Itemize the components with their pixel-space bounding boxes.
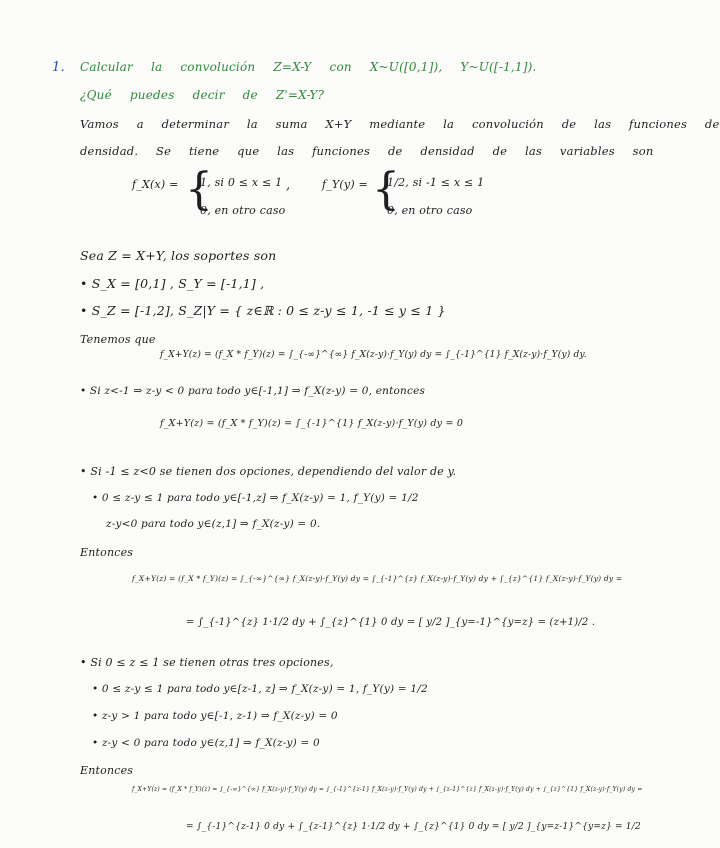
entonces-label-1: Entonces — [80, 546, 134, 559]
support-line-2: • S_Z = [-1,2], S_Z|Y = { z∈ℝ : 0 ≤ z-y ≤ 1, -1 ≤ y ≤ 1 } — [80, 303, 446, 318]
intro-line-2: densidad. Se tiene que las funciones de densidad de las variables son — [80, 144, 654, 158]
intro-line-1: Vamos a determinar la suma X+Y mediante la convolución de las funciones de — [80, 117, 720, 131]
problem-statement: Calcular la convolución Z=X-Y con X~U([0,1]), Y~U([-1,1]). — [80, 60, 537, 74]
case-3-equation-2: = ∫_{-1}^{z-1} 0 dy + ∫_{z-1}^{z} 1·1/2 dy + ∫_{z}^{1} 0 dy = [ y/2 ]_{y=z-1}^{y=z} = 1/2 — [186, 822, 641, 832]
convolution-general: f_X+Y(z) = (f_X * f_Y)(z) = ∫_{-∞}^{∞} f_X(z-y)·f_Y(y) dy = ∫_{-1}^{1} f_X(z-y)·f_Y(y) dy. — [160, 350, 587, 360]
density-comma: , — [286, 178, 291, 193]
case-1-condition: • Si z<-1 ⇒ z-y < 0 para todo y∈[-1,1] ⇒ f_X(z-y) = 0, entonces — [80, 385, 426, 397]
case-3-condition: • Si 0 ≤ z ≤ 1 se tienen otras tres opciones, — [80, 656, 334, 669]
fx-case-2: 0, en otro caso — [200, 204, 286, 217]
fx-lhs: f_X(x) = — [132, 178, 179, 191]
case-2-condition: • Si -1 ≤ z<0 se tienen dos opciones, dependiendo del valor de y. — [80, 465, 457, 478]
problem-number: 1. — [52, 60, 65, 75]
case-2-option-b: z-y<0 para todo y∈(z,1] ⇒ f_X(z-y) = 0. — [106, 518, 321, 530]
support-line-1: • S_X = [0,1] , S_Y = [-1,1] , — [80, 276, 265, 291]
fy-lhs: f_Y(y) = — [322, 178, 368, 191]
case-1-equation: f_X+Y(z) = (f_X * f_Y)(z) = ∫_{-1}^{1} f_X(z-y)·f_Y(y) dy = 0 — [160, 418, 464, 429]
fy-case-1: 1/2, si -1 ≤ x ≤ 1 — [387, 176, 485, 189]
case-3-equation-1: f_X+Y(z) = (f_X * f_Y)(z) = ∫_{-∞}^{∞} f_X(z-y)·f_Y(y) dy = ∫_{-1}^{z-1} f_X(z-y)·f_Y(y) dy + ∫_{z-1}^{z} f_X(z-y)·f_Y(y) dy + ∫_{z}^{1} f_X(z-y)·f_Y(y) dy = — [132, 786, 643, 793]
entonces-label-2: Entonces — [80, 764, 134, 777]
problem-question: ¿Qué puedes decir de Z'=X-Y? — [80, 88, 325, 102]
sea-line: Sea Z = X+Y, los soportes son — [80, 248, 277, 263]
case-3-option-a: • 0 ≤ z-y ≤ 1 para todo y∈[z-1, z] ⇒ f_X(z-y) = 1, f_Y(y) = 1/2 — [92, 683, 428, 695]
case-2-option-a: • 0 ≤ z-y ≤ 1 para todo y∈[-1,z] ⇒ f_X(z-y) = 1, f_Y(y) = 1/2 — [92, 492, 419, 504]
fy-case-2: 0, en otro caso — [387, 204, 473, 217]
fx-brace: { — [185, 164, 213, 215]
fy-brace: { — [372, 164, 400, 215]
fx-case-1: 1, si 0 ≤ x ≤ 1 — [200, 176, 283, 189]
case-3-option-c: • z-y < 0 para todo y∈(z,1] ⇒ f_X(z-y) = 0 — [92, 737, 320, 749]
case-2-equation-2: = ∫_{-1}^{z} 1·1/2 dy + ∫_{z}^{1} 0 dy = [ y/2 ]_{y=-1}^{y=z} = (z+1)/2 . — [186, 617, 596, 628]
case-2-equation-1: f_X+Y(z) = (f_X * f_Y)(z) = ∫_{-∞}^{∞} f_X(z-y)·f_Y(y) dy = ∫_{-1}^{z} f_X(z-y)·f_Y(y) dy + ∫_{z}^{1} f_X(z-y)·f_Y(y) dy = — [132, 574, 623, 583]
case-3-option-b: • z-y > 1 para todo y∈[-1, z-1) ⇒ f_X(z-y) = 0 — [92, 710, 338, 722]
tenemos-label: Tenemos que — [80, 333, 156, 346]
